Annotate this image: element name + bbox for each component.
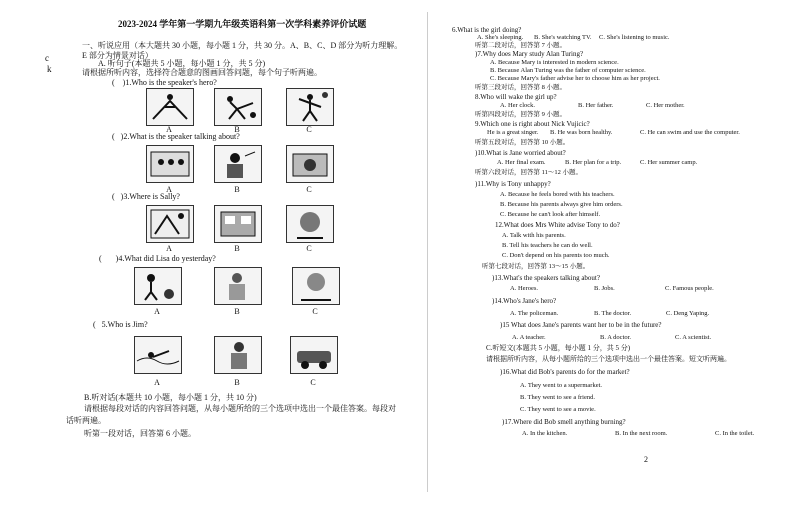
q5-picture-b[interactable] (214, 336, 262, 374)
q7-option-c[interactable]: C. Because Mary's father advise her to choose him as her project. (490, 75, 660, 82)
question-17: )17.Where did Bob smell anything burning? (502, 418, 626, 426)
margin-letter-c: c (45, 53, 49, 63)
question-1-text: )1.Who is the speaker's hero? (122, 78, 217, 87)
q8-option-a[interactable]: A. Her clock. (500, 102, 536, 109)
question-2-text: )2.What is the speaker talking about? (120, 132, 240, 141)
q17-option-a[interactable]: A. In the kitchen. (522, 430, 568, 437)
question-6: 6.What is the girl doing? (452, 26, 522, 34)
question-4-text: )4.What did Lisa do yesterday? (115, 254, 216, 263)
q2-label-c: C (306, 185, 312, 194)
q11-intro: 听第六段对话，回答第 11～12 小题。 (475, 169, 583, 176)
question-8: 8.Who will wake the girl up? (475, 93, 557, 101)
q8-intro: 听第三段对话，回答第 8 小题。 (475, 84, 566, 91)
q6-option-a[interactable]: A. She's sleeping. (477, 34, 524, 41)
q10-option-a[interactable]: A. Her final exam. (497, 159, 546, 166)
q4-picture-c[interactable] (292, 267, 340, 305)
right-column (430, 0, 794, 505)
q1-label-b: B (234, 125, 240, 134)
q4-picture-b[interactable] (214, 267, 262, 305)
q16-option-a[interactable]: A. They went to a supermarket. (520, 382, 603, 389)
q13-option-a[interactable]: A. Heroes. (510, 285, 538, 292)
q7-option-a[interactable]: A. Because Mary is interested in modern science. (490, 59, 619, 66)
question-7: )7.Why does Mary study Alan Turing? (475, 50, 584, 58)
q9-option-a[interactable]: He is a great singer. (487, 129, 539, 136)
q17-option-c[interactable]: C. In the toilet. (715, 430, 755, 437)
q13-intro: 听第七段对话，回答第 13～15 小题。 (482, 263, 590, 270)
q12-option-c[interactable]: C. Don't depend on his parents too much. (502, 252, 610, 259)
part-a-instructions: 请根据所听内容，选择符合题意的图画回答问题，每个句子听两遍。 (82, 68, 322, 77)
q1-picture-a[interactable] (146, 88, 194, 126)
part-a-head: E 部分为情景对话） (82, 51, 153, 60)
q3-label-a: A (166, 244, 172, 253)
q5-label-b: B (234, 378, 240, 387)
q11-option-a[interactable]: A. Because he feels bored with his teachers. (500, 191, 615, 198)
part-c-title: C.听短文(本题共 5 小题，每小题 1 分，共 5 分) (486, 344, 631, 352)
q2-label-b: B (234, 185, 240, 194)
section1-heading: 一、听说应用（本大题共 30 小题，每小题 1 分，共 30 分。A、B、C、D 部分为听力理解。 (82, 41, 403, 50)
q6-option-b[interactable]: B. She's watching TV. (534, 34, 592, 41)
q3-label-c: C (306, 244, 312, 253)
q4-picture-a[interactable] (134, 267, 182, 305)
q15-option-b[interactable]: B. A doctor. (600, 334, 632, 341)
q2-picture-a[interactable] (146, 145, 194, 183)
question-13: )13.What's the speakers talking about? (492, 274, 600, 282)
q5-label-a: A (154, 378, 160, 387)
q7-option-b[interactable]: B. Because Alan Turing was the father of computer science. (490, 67, 646, 74)
q4-label-c: C (312, 307, 318, 316)
q12-option-b[interactable]: B. Tell his teachers he can do well. (502, 242, 593, 249)
q6-option-c[interactable]: C. She's listening to music. (599, 34, 670, 41)
q1-picture-b[interactable] (214, 88, 262, 126)
q2-picture-c[interactable] (286, 145, 334, 183)
q14-option-c[interactable]: C. Deng Yaping. (666, 310, 710, 317)
question-16: )16.What did Bob's parents do for the market? (500, 368, 630, 376)
q16-option-b[interactable]: B. They went to see a friend. (520, 394, 595, 401)
question-5: ( 5.Who is Jim? (93, 320, 148, 329)
q11-option-b[interactable]: B. Because his parents always give him orders. (500, 201, 623, 208)
q9-intro: 听第四段对话，回答第 9 小题。 (475, 111, 566, 118)
q13-option-c[interactable]: C. Famous people. (665, 285, 714, 292)
part-c-instructions: 请根据所听内容，从每小题所给的三个选项中选出一个最佳答案。短文听两遍。 (486, 355, 731, 363)
q16-option-c[interactable]: C. They went to see a movie. (520, 406, 596, 413)
q15-option-a[interactable]: A. A teacher. (512, 334, 546, 341)
q10-intro: 听第五段对话，回答第 10 小题。 (475, 139, 570, 146)
q2-picture-b[interactable] (214, 145, 262, 183)
q8-option-c[interactable]: C. Her mother. (646, 102, 685, 109)
q3-picture-b[interactable] (214, 205, 262, 243)
q1-label-c: C (306, 125, 312, 134)
exam-title: 2023-2024 学年第一学期九年级英语科第一次学科素养评价试题 (118, 19, 367, 29)
q3-picture-a[interactable] (146, 205, 194, 243)
part-b-instructions-1: 请根据每段对话的内容回答问题，从每小题所给的三个选项中选出一个最佳答案。每段对 (84, 404, 396, 413)
q4-label-b: B (234, 307, 240, 316)
question-9: 9.Which one is right about Nick Vujicic? (475, 120, 590, 128)
margin-letter-k: k (47, 64, 52, 74)
q5-picture-c[interactable] (290, 336, 338, 374)
question-10: )10.What is Jane worried about? (475, 149, 566, 157)
column-divider (427, 12, 428, 492)
question-5-text: 5.Who is Jim? (101, 320, 148, 329)
question-1: ( )1.Who is the speaker's hero? (112, 78, 217, 87)
q14-option-a[interactable]: A. The policeman. (510, 310, 559, 317)
q10-option-b[interactable]: B. Her plan for a trip. (565, 159, 622, 166)
question-2: ( )2.What is the speaker talking about? (112, 132, 240, 141)
q5-picture-a[interactable] (134, 336, 182, 374)
q12-option-a[interactable]: A. Talk with his parents. (502, 232, 566, 239)
q3-label-b: B (234, 244, 240, 253)
q4-label-a: A (154, 307, 160, 316)
q11-option-c[interactable]: C. Because he can't look after himself. (500, 211, 601, 218)
q9-option-b[interactable]: B. He was born healthy. (550, 129, 613, 136)
q15-option-c[interactable]: C. A scientist. (675, 334, 712, 341)
question-4: ( )4.What did Lisa do yesterday? (99, 254, 216, 263)
q5-label-c: C (310, 378, 316, 387)
q13-option-b[interactable]: B. Jobs. (594, 285, 615, 292)
part-b-title: B.听对话(本题共 10 小题，每小题 1 分，共 10 分) (84, 393, 257, 402)
q10-option-c[interactable]: C. Her summer camp. (640, 159, 698, 166)
question-15: )15 What does Jane's parents want her to be in the future? (500, 321, 662, 329)
q14-option-b[interactable]: B. The doctor. (594, 310, 632, 317)
page-number: 2 (644, 455, 648, 464)
part-b-instructions-2: 话听两遍。 (66, 416, 106, 425)
q7-intro: 听第二段对话，回答第 7 小题。 (475, 42, 566, 49)
question-14: )14.Who's Jane's hero? (492, 297, 557, 305)
q17-option-b[interactable]: B. In the next room. (615, 430, 668, 437)
question-3: ( )3.Where is Sally? (112, 192, 180, 201)
q1-picture-c[interactable] (286, 88, 334, 126)
part-b-first-dialogue: 听第一段对话，回答第 6 小题。 (84, 429, 196, 438)
q1-label-a: A (166, 125, 172, 134)
q9-option-c[interactable]: C. He can swim and use the computer. (640, 129, 740, 136)
q8-option-b[interactable]: B. Her father. (578, 102, 614, 109)
q2-label-a: A (166, 185, 172, 194)
question-3-text: )3.Where is Sally? (120, 192, 180, 201)
question-11: )11.Why is Tony unhappy? (475, 180, 551, 188)
part-a-title: A. 听句子(本题共 5 小题，每小题 1 分，共 5 分) (98, 59, 266, 68)
question-12: 12.What does Mrs White advise Tony to do? (495, 221, 620, 229)
q3-picture-c[interactable] (286, 205, 334, 243)
